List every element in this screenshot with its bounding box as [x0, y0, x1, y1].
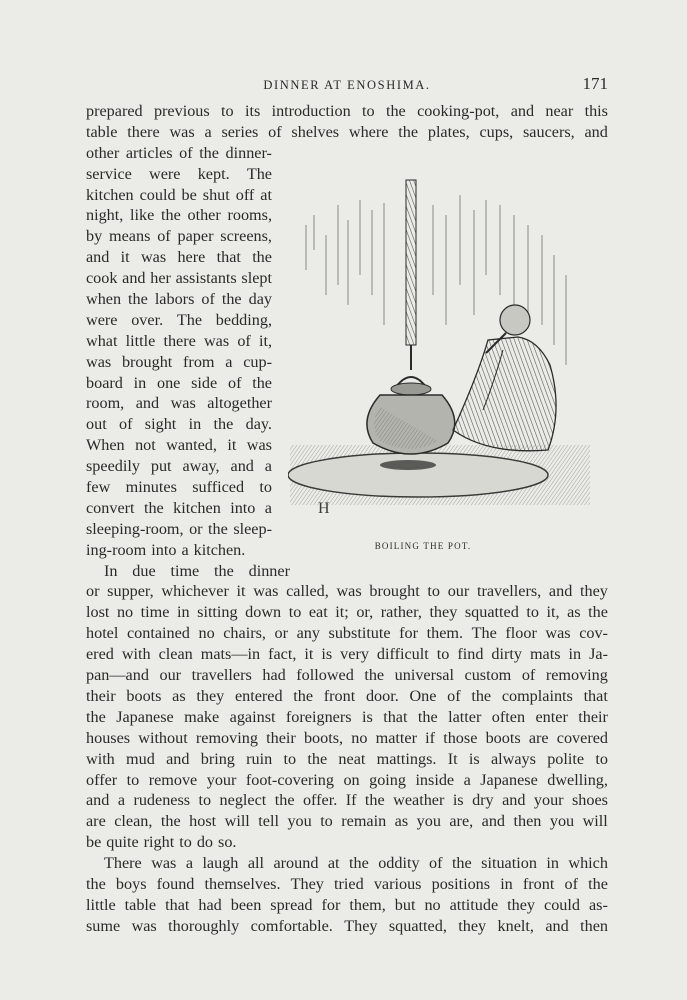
text-line: board in one side of the: [86, 373, 272, 392]
text-line: were over. The bedding,: [86, 310, 272, 329]
text-line: When not wanted, it was: [86, 436, 272, 455]
text-line: ing-room into a kitchen.: [86, 540, 246, 559]
text-line: the boys found themselves. They tried various positions in front of the: [86, 874, 608, 893]
text-line: service were kept. The: [86, 164, 272, 183]
artist-monogram: H: [318, 500, 330, 517]
text-line: night, like the other rooms,: [86, 206, 272, 225]
text-line: be quite right to do so.: [86, 833, 237, 852]
text-line: sleeping-room, or the sleep-: [86, 519, 272, 538]
text-line: pan—and our travellers had followed the universal custom of removing: [86, 666, 608, 685]
text-line: what little there was of it,: [86, 331, 272, 350]
body-text: [86, 101, 608, 937]
text-line: out of sight in the day.: [86, 415, 272, 434]
text-line: by means of paper screens,: [86, 227, 272, 246]
text-line: houses without removing their boots, no matter if those boots are covered: [86, 728, 608, 747]
text-line: table there was a series of shelves where the plates, cups, saucers, and: [86, 122, 608, 141]
text-line: speedily put away, and a: [86, 457, 272, 476]
text-line: There was a laugh all around at the oddity of the situation in which: [104, 854, 608, 873]
text-line: sume was thoroughly comfortable. They squatted, they knelt, and then: [86, 916, 608, 935]
running-head-title: DINNER AT ENOSHIMA.: [263, 78, 431, 92]
page-number: 171: [582, 74, 608, 93]
figure-caption: BOILING THE POT.: [374, 541, 472, 551]
text-line: their boots as they entered the front door. One of the complaints that: [86, 686, 608, 705]
text-line: lost no time in sitting down to eat it; or, rather, they squatted to it, as the: [86, 603, 608, 622]
text-line: are clean, the host will tell you to remain as you are, and then you will: [86, 812, 608, 831]
running-head: [86, 74, 608, 96]
text-line: room, and was altogether: [86, 394, 272, 413]
text-line: little table that had been spread for them, but no attitude they could as-: [86, 895, 608, 914]
text-line: when the labors of the day: [86, 290, 272, 309]
text-line: other articles of the dinner-: [86, 143, 272, 162]
text-line: offer to remove your foot-covering on going inside a Japanese dwelling,: [86, 770, 608, 789]
text-line: In due time the dinner: [104, 561, 290, 580]
text-line: cook and her assistants slept: [86, 269, 272, 288]
text-line: and it was here that the: [86, 248, 272, 267]
text-line: with mud and bring ruin to the neat mattings. It is always polite to: [86, 749, 608, 768]
text-line: was brought from a cup-: [86, 352, 272, 371]
text-line: prepared previous to its introduction to the cooking-pot, and near this: [86, 102, 608, 120]
text-line: hotel contained no chairs, or any substitute for them. The floor was cov-: [86, 624, 608, 643]
text-line: and a rudeness to neglect the offer. If the weather is dry and your shoes: [86, 791, 608, 810]
text-line: the Japanese make against foreigners is that the latter often enter their: [86, 707, 608, 726]
text-line: convert the kitchen into a: [86, 498, 272, 517]
text-line: or supper, whichever it was called, was brought to our travellers, and they: [86, 582, 608, 601]
text-line: few minutes sufficed to: [86, 478, 272, 497]
text-line: kitchen could be shut off at: [86, 185, 272, 204]
text-line: ered with clean mats—in fact, it is very difficult to find dirty mats in Ja-: [86, 645, 608, 664]
